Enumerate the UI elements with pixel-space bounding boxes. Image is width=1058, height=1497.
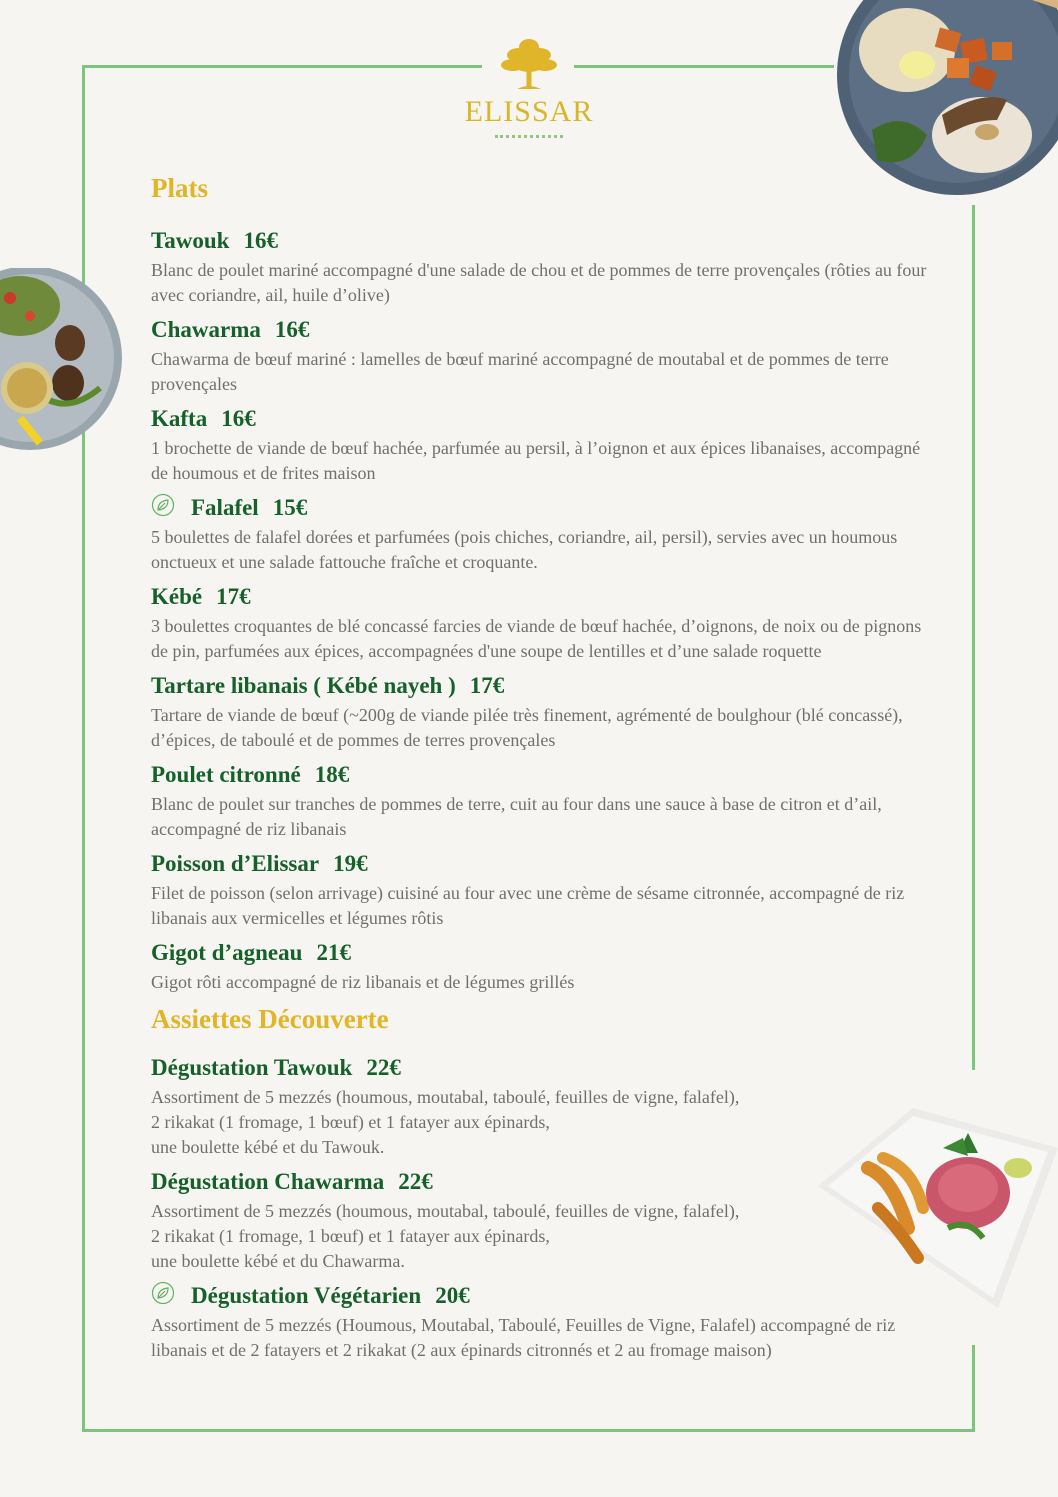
menu-item [151,224,941,308]
item-price: 16€ [221,406,256,431]
tree-icon [499,35,559,93]
item-description: Blanc de poulet mariné accompagné d'une salade de chou et de pommes de terre provençales (rôties au four avec coriandre, ail, huile d’olive) [151,260,927,305]
item-description: Chawarma de bœuf mariné : lamelles de bœuf mariné accompagné de moutabal et de pommes de terre provençales [151,349,889,394]
item-price: 17€ [216,584,251,609]
item-name: Dégustation Chawarma [151,1169,385,1194]
item-description: Gigot rôti accompagné de riz libanais et de légumes grillés [151,972,575,992]
menu-content [151,170,941,1368]
falafel-plate-photo [0,268,130,468]
menu-item [151,847,941,931]
item-description [151,1085,941,1160]
menu-item [151,669,941,753]
menu-item [151,758,941,842]
menu-item [151,1051,941,1160]
item-price: 22€ [398,1169,433,1194]
item-name: Dégustation Tawouk [151,1055,353,1080]
item-price: 22€ [366,1055,401,1080]
item-description: 3 boulettes croquantes de blé concassé farcies de viande de bœuf hachée, d’oignons, de noix ou de pignons de pin, parfumées aux épices, accompagnées d'une soupe de lentilles et d’une salade roquette [151,616,922,661]
menu-item [151,491,941,575]
frame-bottom-line [82,1429,975,1432]
item-description: Blanc de poulet sur tranches de pommes de terre, cuit au four dans une sauce à base de citron et d’ail, accompagné de riz libanais [151,794,882,839]
item-description-line: Assortiment de 5 mezzés (houmous, moutabal, taboulé, feuilles de vigne, falafel), [151,1087,740,1107]
item-description: Tartare de viande de bœuf (~200g de viande pilée très finement, agrémenté de boulghour (blé concassé), d’épices, de taboulé et de pommes de terres provençales [151,705,903,750]
item-price: 19€ [333,851,368,876]
item-description-line: Assortiment de 5 mezzés (houmous, moutabal, taboulé, feuilles de vigne, falafel), [151,1201,740,1221]
menu-item [151,313,941,397]
menu-item [151,580,941,664]
frame-right-line [972,1345,975,1432]
item-name: Kébé [151,584,203,609]
logo [463,35,595,138]
item-description: Assortiment de 5 mezzés (Houmous, Moutabal, Taboulé, Feuilles de Vigne, Falafel) accompagné de riz libanais et de 2 fatayers et 2 rikakat (2 aux épinards citronnés et 2 au fromage maison) [151,1315,896,1360]
item-price: 21€ [316,940,351,965]
item-price: 15€ [272,495,308,520]
item-name: Poulet citronné [151,762,301,787]
item-price: 16€ [243,228,278,253]
menu-item [151,1165,941,1274]
item-description [151,1199,941,1274]
item-description-line: 2 rikakat (1 fromage, 1 bœuf) et 1 fatayer aux épinards, [151,1226,550,1246]
menu-item [151,1279,941,1363]
item-name: Tartare libanais ( Kébé nayeh ) [151,673,456,698]
item-name: Chawarma [151,317,261,342]
item-description-line: 2 rikakat (1 fromage, 1 bœuf) et 1 fatayer aux épinards, [151,1112,550,1132]
item-name: Gigot d’agneau [151,940,303,965]
brand-dots-divider [495,135,563,138]
item-description: Filet de poisson (selon arrivage) cuisiné au four avec une crème de sésame citronnée, accompagné de riz libanais aux vermicelles et légumes rôtis [151,883,905,928]
frame-top-line [82,65,482,68]
item-description: 1 brochette de viande de bœuf hachée, parfumée au persil, à l’oignon et aux épices libanaises, accompagné de houmous et de frites maison [151,438,921,483]
section-title-assiettes: Assiettes Découverte [151,1004,389,1034]
vegetarian-leaf-icon [151,493,175,517]
item-name: Tawouk [151,228,230,253]
vegetarian-leaf-icon [151,1281,175,1305]
item-description-line: une boulette kébé et du Tawouk. [151,1137,385,1157]
item-name: Poisson d’Elissar [151,851,320,876]
brand-name: ELISSAR [464,95,594,128]
item-name: Dégustation Végétarien [191,1283,422,1308]
frame-top-line [574,65,834,68]
item-price: 17€ [469,673,505,698]
menu-item [151,936,941,995]
item-price: 18€ [314,762,350,787]
section-title-plats: Plats [151,173,208,203]
item-price: 20€ [435,1283,470,1308]
menu-item [151,402,941,486]
item-name: Falafel [191,495,259,520]
item-description-line: une boulette kébé et du Chawarma. [151,1251,405,1271]
item-name: Kafta [151,406,208,431]
item-price: 16€ [274,317,310,342]
frame-right-line [972,205,975,1070]
item-description: 5 boulettes de falafel dorées et parfumées (pois chiches, coriandre, ail, persil), servies avec un houmous onctueux et une salade fattouche fraîche et croquante. [151,527,898,572]
